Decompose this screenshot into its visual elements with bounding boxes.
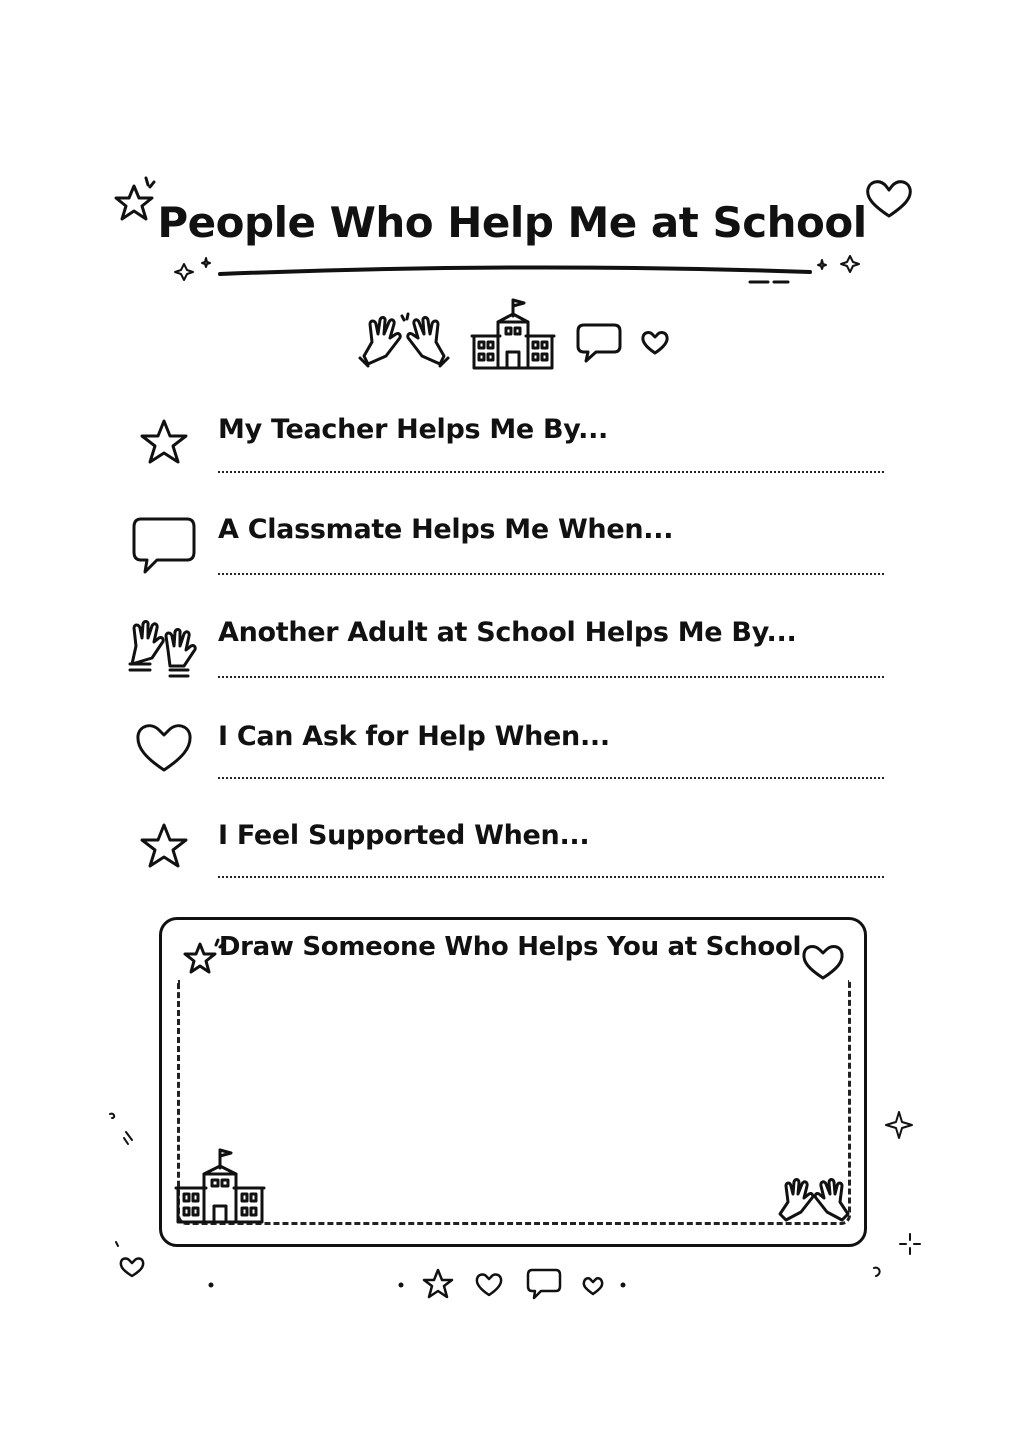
speech-bubble-icon xyxy=(576,322,622,364)
drawing-box-title: Draw Someone Who Helps You at School xyxy=(218,932,802,962)
doodle-marks xyxy=(868,1264,888,1284)
dot-icon xyxy=(398,1282,404,1288)
waving-hands-icon xyxy=(126,620,204,678)
star-icon xyxy=(422,1268,454,1300)
sparkle-icon xyxy=(898,1232,922,1256)
doodle-marks xyxy=(104,1110,140,1146)
heart-icon xyxy=(800,942,846,982)
page-title: People Who Help Me at School xyxy=(157,198,867,247)
sparkle-icon xyxy=(884,1110,914,1140)
speech-bubble-icon xyxy=(131,516,197,576)
prompt-classmate: A Classmate Helps Me When... xyxy=(218,514,674,545)
waving-hands-icon xyxy=(774,1176,854,1226)
prompt-ask-for-help: I Can Ask for Help When... xyxy=(218,721,610,752)
drawing-area[interactable] xyxy=(177,980,851,1225)
school-icon xyxy=(472,296,554,372)
prompt-another-adult: Another Adult at School Helps Me By... xyxy=(218,617,797,648)
speech-bubble-icon xyxy=(526,1268,562,1300)
waving-hands-icon xyxy=(354,312,454,372)
school-icon xyxy=(176,1146,264,1226)
heart-icon xyxy=(474,1272,504,1298)
answer-line-feel-supported[interactable] xyxy=(218,876,884,878)
heart-icon xyxy=(582,1276,604,1296)
star-icon xyxy=(138,822,190,872)
heart-icon xyxy=(112,1240,148,1280)
answer-line-classmate[interactable] xyxy=(218,573,884,575)
star-icon xyxy=(138,418,190,468)
answer-line-another-adult[interactable] xyxy=(218,676,884,678)
prompt-feel-supported: I Feel Supported When... xyxy=(218,820,590,851)
dot-icon xyxy=(208,1282,214,1288)
prompt-teacher: My Teacher Helps Me By... xyxy=(218,414,608,445)
answer-line-teacher[interactable] xyxy=(218,471,884,473)
sparkle-star-icon xyxy=(180,938,230,978)
heart-icon xyxy=(134,720,194,774)
title-underline xyxy=(170,250,870,290)
answer-line-ask-for-help[interactable] xyxy=(218,777,884,779)
heart-icon xyxy=(640,330,670,356)
dot-icon xyxy=(620,1282,626,1288)
